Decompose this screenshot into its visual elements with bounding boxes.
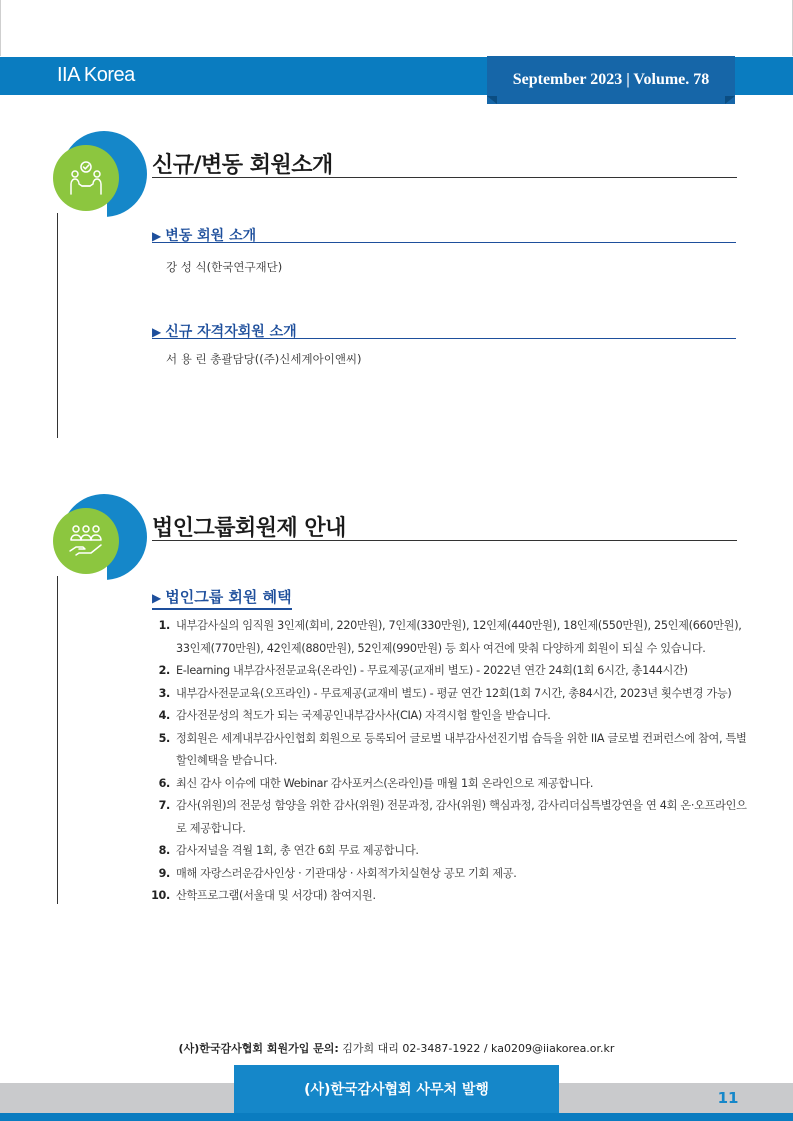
section1-vline <box>57 213 58 438</box>
list-item <box>150 840 750 863</box>
page-frame <box>0 0 793 56</box>
list-item-number: 3. <box>158 686 170 700</box>
new-certified-entry: 서 용 린 총괄담당((주)신세계아이앤씨) <box>166 352 362 366</box>
list-item-text: E-learning 내부감사전문교육(온라인) - 무료제공(교재비 별도) - 2022년 연간 24회(1회 6시간, 총144시간) <box>176 664 688 677</box>
list-item-number: 6. <box>158 776 170 790</box>
new-certified-heading-label: 신규 자격자회원 소개 <box>165 324 297 340</box>
footer-bottom-bar <box>0 1113 793 1121</box>
list-item <box>150 795 750 840</box>
section2-emblem <box>53 494 153 584</box>
page-number: 11 <box>717 1089 739 1107</box>
triangle-bullet-icon: ▶ <box>152 325 162 339</box>
section2-rule <box>152 540 737 541</box>
new-certified-rule <box>152 338 736 339</box>
list-item-text: 매해 자랑스러운감사인상 · 기관대상 · 사회적가치실현상 공모 기회 제공. <box>176 866 517 880</box>
list-item <box>150 660 750 683</box>
list-item-text: 정회원은 세계내부감사인협회 회원으로 등록되어 글로벌 내부감사선진기법 습득을 위한 IIA 글로벌 컨퍼런스에 참여, 특별 할인혜택을 받습니다. <box>176 731 747 767</box>
contact-label: (사)한국감사협회 회원가입 문의: <box>178 1042 339 1055</box>
changed-members-heading-label: 변동 회원 소개 <box>165 228 257 244</box>
list-item-text: 내부감사실의 임직원 3인제(회비, 220만원), 7인제(330만원), 12인제(440만원), 18인제(550만원), 25인제(660만원), 33인제(770만원), 42인제(880만원), 52인제(990만원) 등 회사 여건에 맞춰 다양하게 회원이 되실 수 있습니다. <box>176 619 742 655</box>
section2-title: 법인그룹회원제 안내 <box>152 516 346 541</box>
contact-detail: 김가희 대리 02-3487-1922 / ka0209@iiakorea.or.kr <box>342 1042 615 1055</box>
issue-ribbon-fold <box>487 96 497 104</box>
triangle-bullet-icon: ▶ <box>152 229 162 243</box>
list-item-number: 2. <box>158 664 170 677</box>
group-hand-icon <box>68 523 104 559</box>
list-item-text: 감사저널을 격월 1회, 총 연간 6회 무료 제공합니다. <box>176 844 419 857</box>
list-item-number: 4. <box>158 709 170 722</box>
list-item-number: 10. <box>151 889 170 902</box>
list-item <box>150 615 750 660</box>
list-item-text: 내부감사전문교육(오프라인) - 무료제공(교재비 별도) - 평균 연간 12회(1회 7시간, 총84시간, 2023년 횟수변경 가능) <box>176 686 732 700</box>
benefits-heading <box>152 586 292 610</box>
list-item-number: 7. <box>158 799 170 812</box>
section2-vline <box>57 576 58 904</box>
list-item-number: 1. <box>158 619 170 632</box>
changed-members-rule <box>152 242 736 243</box>
triangle-bullet-icon: ▶ <box>152 591 162 605</box>
list-item <box>150 728 750 773</box>
list-item <box>150 885 750 908</box>
list-item-number: 9. <box>158 866 170 880</box>
membership-contact <box>0 1040 793 1056</box>
list-item <box>150 773 750 796</box>
changed-member-entry: 강 성 식(한국연구재단) <box>166 260 283 274</box>
list-item <box>150 683 750 706</box>
list-item-number: 5. <box>158 731 170 745</box>
issue-label: September 2023 | Volume. 78 <box>487 56 735 104</box>
publisher-label: (사)한국감사협회 사무처 발행 <box>234 1065 559 1115</box>
issue-ribbon-fold <box>725 96 735 104</box>
section1-title: 신규/변동 회원소개 <box>152 153 333 178</box>
section1-rule <box>152 177 737 178</box>
handshake-people-icon <box>68 160 104 196</box>
list-item-text: 최신 감사 이슈에 대한 Webinar 감사포커스(온라인)를 매월 1회 온라인으로 제공합니다. <box>176 776 594 790</box>
section1-emblem <box>53 131 153 221</box>
list-item <box>150 863 750 886</box>
benefits-heading-label: 법인그룹 회원 혜택 <box>165 588 292 606</box>
list-item-text: 감사전문성의 척도가 되는 국제공인내부감사사(CIA) 자격시험 할인을 받습니다. <box>176 709 551 722</box>
list-item-text: 감사(위원)의 전문성 함양을 위한 감사(위원) 전문과정, 감사(위원) 핵심과정, 감사리더십특별강연을 연 4회 온·오프라인으로 제공합니다. <box>176 799 747 835</box>
list-item <box>150 705 750 728</box>
list-item-text: 산학프로그램(서울대 및 서강대) 참여지원. <box>176 889 376 902</box>
brand-logo: IIA Korea <box>57 64 135 86</box>
benefits-list <box>150 615 750 908</box>
list-item-number: 8. <box>158 844 170 857</box>
